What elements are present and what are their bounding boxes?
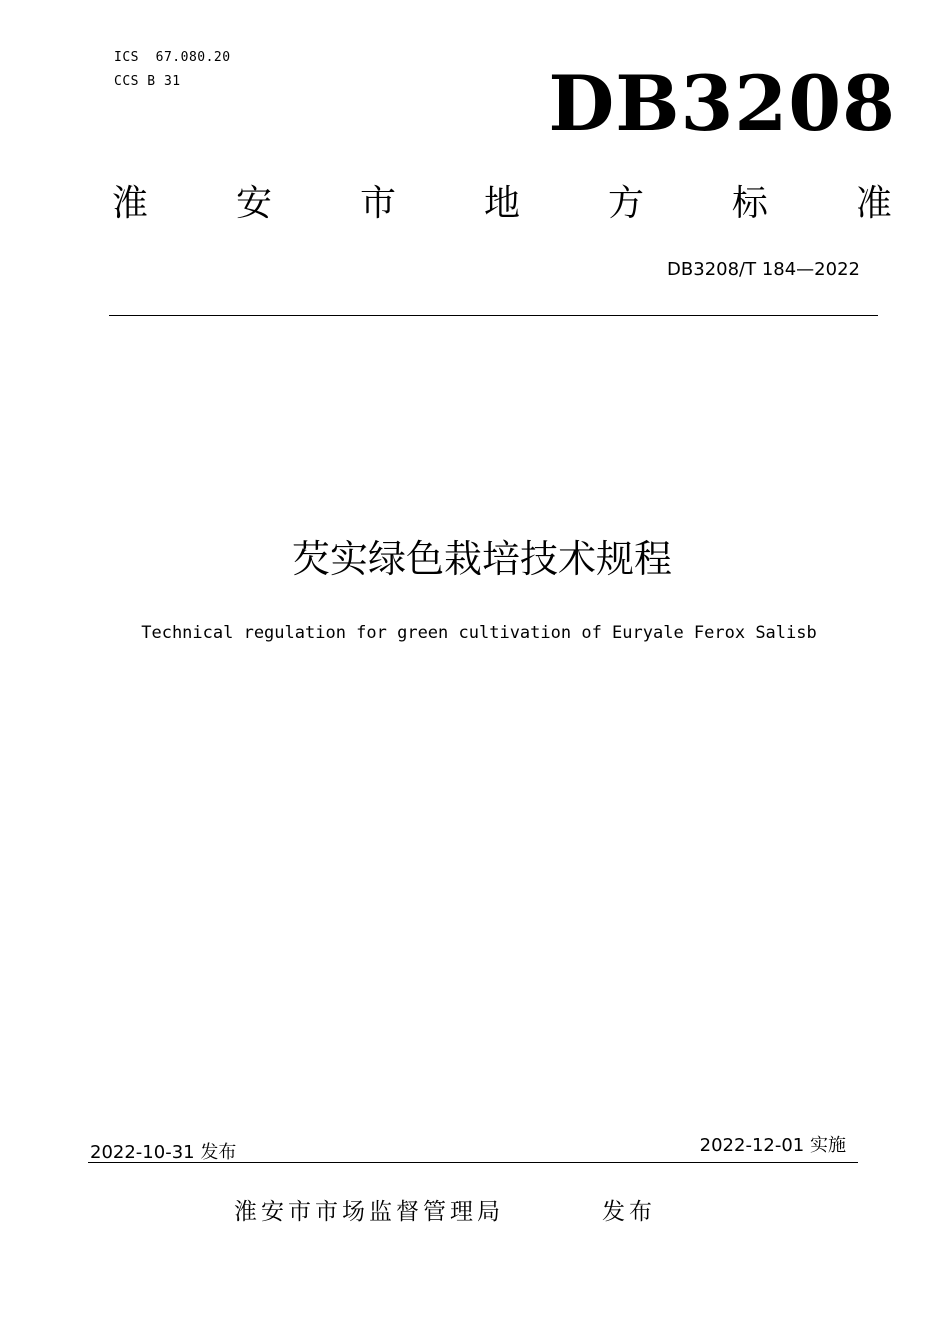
document-title-en: Technical regulation for green cultivation of Euryale Ferox Salisb bbox=[141, 623, 817, 643]
standard-number: DB3208/T 184—2022 bbox=[667, 259, 860, 280]
standard-type-heading bbox=[112, 183, 892, 224]
standard-type-char: 地 bbox=[483, 183, 520, 224]
ics-code: ICS 67.080.20 bbox=[114, 50, 231, 65]
standard-type-char: 标 bbox=[731, 183, 768, 224]
ccs-code: CCS B 31 bbox=[114, 74, 181, 89]
standard-type-char: 方 bbox=[607, 183, 644, 224]
standard-code-large: DB3208 bbox=[548, 59, 896, 148]
standard-type-char: 安 bbox=[235, 183, 272, 224]
header-divider bbox=[109, 315, 878, 316]
publish-date: 2022-10-31 发布 bbox=[90, 1142, 237, 1163]
standard-type-char: 市 bbox=[359, 183, 396, 224]
implement-date: 2022-12-01 实施 bbox=[699, 1135, 846, 1156]
footer-divider bbox=[88, 1162, 858, 1163]
standard-type-char: 准 bbox=[855, 183, 892, 224]
standard-type-char: 淮 bbox=[112, 183, 149, 224]
publisher-name: 淮安市市场监督管理局 bbox=[234, 1199, 504, 1225]
document-title-zh: 芡实绿色栽培技术规程 bbox=[291, 537, 672, 581]
publisher-verb: 发布 bbox=[602, 1199, 656, 1225]
